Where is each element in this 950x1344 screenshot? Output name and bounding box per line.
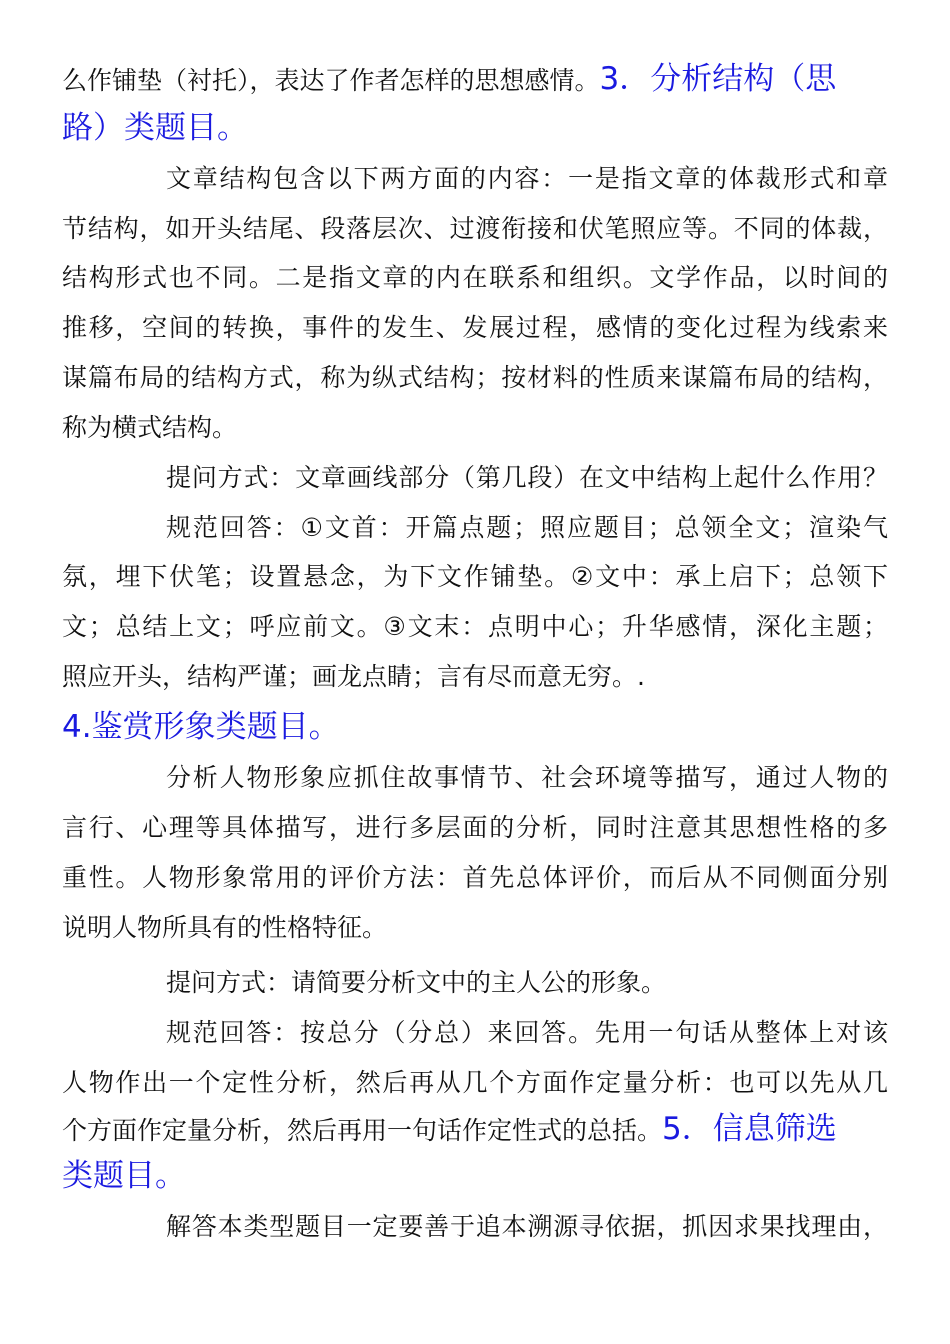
answer-line: 规范回答：按总分（分总）来回答。先用一句话从整体上对该 <box>166 1018 888 1047</box>
answer-line: 规范回答：①文首：开篇点题；照应题目；总领全文；渲染气 <box>166 513 888 542</box>
paragraph-line: 推移，空间的转换，事件的发生、发展过程，感情的变化过程为线索来 <box>62 313 888 342</box>
paragraph-line: 言行、心理等具体描写，进行多层面的分析，同时注意其思想性格的多 <box>62 813 888 842</box>
answer-line <box>62 1112 837 1146</box>
paragraph-line: 分析人物形象应抓住故事情节、社会环境等描写，通过人物的 <box>166 763 888 792</box>
paragraph-line: 谋篇布局的结构方式，称为纵式结构；按材料的性质来谋篇布局的结构， <box>62 363 888 392</box>
paragraph-line: 结构形式也不同。二是指文章的内在联系和组织。文学作品，以时间的 <box>62 263 888 292</box>
section-heading-4: 4.鉴赏形象类题目。 <box>62 709 340 745</box>
paragraph-line: 说明人物所具有的性格特征。 <box>62 913 388 942</box>
section-heading-3-continued: 路）类题目。 <box>62 110 248 146</box>
section-heading-3: 3．分析结构（思 <box>599 61 837 97</box>
section-heading-5-continued: 类题目。 <box>62 1158 186 1194</box>
question-format-line: 提问方式：请简要分析文中的主人公的形象。 <box>166 968 667 997</box>
body-text: 个方面作定量分析，然后再用一句话作定性式的总括。 <box>62 1116 663 1145</box>
paragraph-line: 称为横式结构。 <box>62 413 238 442</box>
paragraph-line: 重性。人物形象常用的评价方法：首先总体评价，而后从不同侧面分别 <box>62 863 888 892</box>
answer-line: 氛，埋下伏笔；设置悬念，为下文作铺垫。②文中：承上启下；总领下 <box>62 562 888 591</box>
answer-line: 照应开头，结构严谨；画龙点睛；言有尽而意无穷。. <box>62 662 645 691</box>
section-heading-5: 5．信息筛选 <box>662 1111 837 1147</box>
answer-line: 人物作出一个定性分析，然后再从几个方面作定量分析：也可以先从几 <box>62 1068 888 1097</box>
paragraph-line <box>62 62 836 96</box>
paragraph-line: 文章结构包含以下两方面的内容：一是指文章的体裁形式和章 <box>166 164 888 193</box>
question-format-line: 提问方式：文章画线部分（第几段）在文中结构上起什么作用？ <box>166 463 888 492</box>
answer-line: 文；总结上文；呼应前文。③文末：点明中心；升华感情，深化主题； <box>62 612 888 641</box>
body-text: 么作铺垫（衬托），表达了作者怎样的思想感情。 <box>62 66 600 95</box>
paragraph-line: 解答本类型题目一定要善于追本溯源寻依据，抓因求果找理由， <box>166 1212 888 1241</box>
paragraph-line: 节结构，如开头结尾、段落层次、过渡衔接和伏笔照应等。不同的体裁， <box>62 214 888 243</box>
